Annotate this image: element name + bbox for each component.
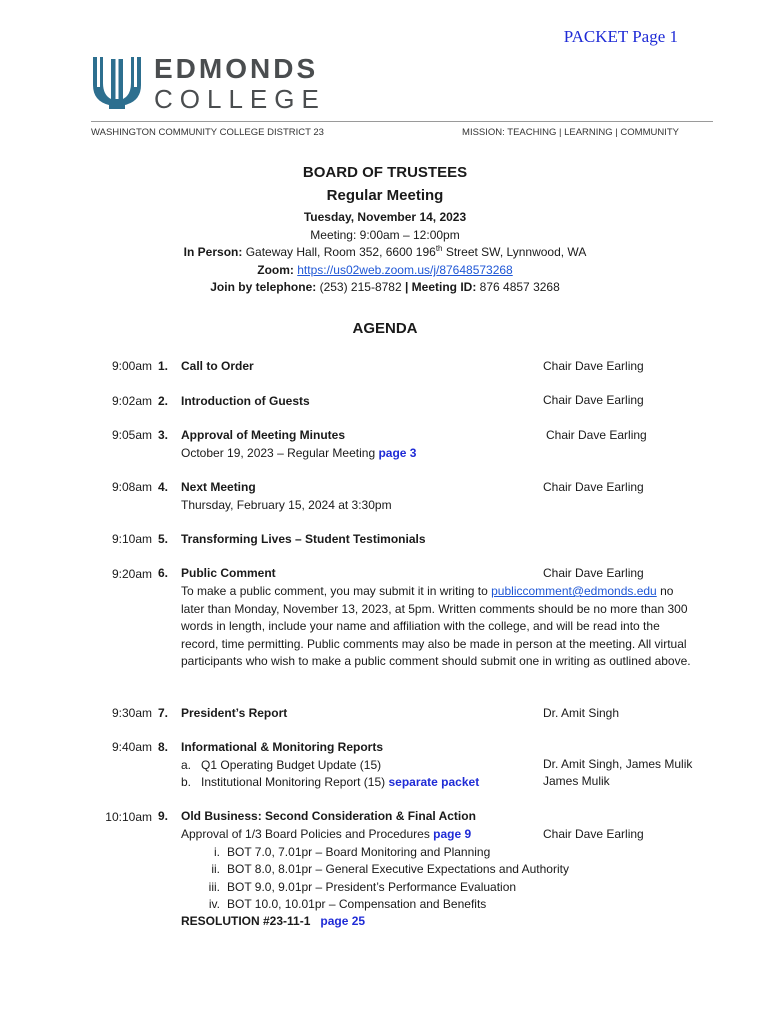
meeting-type: Regular Meeting (326, 187, 444, 204)
page-link[interactable]: page 3 (378, 446, 417, 460)
item-title: Approval of Meeting Minutes (181, 428, 346, 442)
in-person-address-rest: Street SW, Lynnwood, WA (442, 245, 587, 259)
separate-packet-link[interactable]: separate packet (388, 775, 480, 789)
item-presenter: Dr. Amit Singh (543, 706, 620, 720)
item-number: 6. (158, 566, 169, 580)
edmonds-trident-logo-icon (91, 55, 143, 110)
phone-label: Join by telephone: (210, 280, 317, 294)
item-presenter: Chair Dave Earling (543, 359, 644, 373)
in-person-address: Gateway Hall, Room 352, 6600 196 (242, 245, 436, 259)
item-title: Old Business: Second Consideration & Final Action (181, 809, 476, 823)
item-title: Informational & Monitoring Reports (181, 740, 383, 754)
item-presenter: Chair Dave Earling (543, 827, 644, 841)
policy-item: BOT 7.0, 7.01pr – Board Monitoring and Planning (227, 845, 491, 859)
resolution-line (181, 913, 365, 929)
item-number: 4. (158, 480, 169, 494)
comment-instructions: no later than Monday, November 13, 2023, at 5pm. Written comments should be no more than 300 words in length, include your name and affiliation with the college, and will be read into the record, time permitting. Public comments may also be made in person at the meeting. All virtual participants who wish to make a public comment should submit one in writing as outlined above. (181, 584, 691, 668)
logo-wordmark-edmonds: EDMONDS (154, 53, 319, 84)
item-number: 3. (158, 428, 169, 442)
minutes-date: October 19, 2023 – Regular Meeting (181, 446, 379, 460)
in-person-location (0, 244, 770, 260)
item-title: Call to Order (181, 359, 254, 373)
policy-marker: iii. (208, 880, 220, 894)
policy-marker: iv. (208, 897, 220, 911)
meeting-date: Tuesday, November 14, 2023 (303, 210, 467, 224)
sub-item (181, 774, 701, 792)
meeting-id-label: Meeting ID: (408, 280, 477, 294)
sub-item-marker: a. (181, 758, 192, 772)
comment-intro: To make a public comment, you may submit it in writing to (181, 584, 492, 598)
approval-text: Approval of 1/3 Board Policies and Procedures (181, 827, 434, 841)
zoom-label: Zoom: (257, 263, 294, 277)
item-number: 2. (158, 394, 169, 408)
item-number: 7. (158, 706, 169, 720)
logo-wordmark-college: COLLEGE (154, 84, 326, 114)
meeting-time: Meeting: 9:00am – 12:00pm (310, 228, 460, 242)
item-title: President’s Report (181, 706, 288, 720)
ordinal-suffix: th (435, 244, 443, 253)
phone-line (0, 279, 770, 295)
mission-label: MISSION: TEACHING | LEARNING | COMMUNITY (462, 127, 679, 138)
item-title: Next Meeting (181, 480, 256, 494)
item-presenter: Dr. Amit Singh, James Mulik (543, 757, 693, 771)
agenda-heading: AGENDA (352, 320, 418, 337)
policy-item: BOT 8.0, 8.01pr – General Executive Expectations and Authority (227, 862, 569, 876)
item-time: 9:05am (111, 428, 152, 442)
sub-item-text: Q1 Operating Budget Update (15) (201, 758, 382, 772)
item-time: 9:10am (111, 532, 152, 546)
item-title: Public Comment (181, 566, 276, 580)
page-link[interactable]: page 9 (433, 827, 472, 841)
header-divider (91, 121, 713, 122)
in-person-label: In Person: (183, 245, 243, 259)
item-detail: Thursday, February 15, 2024 at 3:30pm (181, 498, 392, 512)
meeting-id: 876 4857 3268 (476, 280, 560, 294)
item-time: 9:08am (111, 480, 152, 494)
phone-separator: | (404, 280, 409, 294)
item-number: 5. (158, 532, 169, 546)
resolution-label: RESOLUTION #23-11-1 (181, 914, 311, 928)
board-title: BOARD OF TRUSTEES (302, 164, 468, 181)
item-time: 9:00am (111, 359, 152, 373)
item-presenter: James Mulik (543, 774, 610, 788)
item-presenter: Chair Dave Earling (546, 428, 647, 442)
policy-marker: i. (214, 845, 220, 859)
phone-number: (253) 215-8782 (316, 280, 405, 294)
packet-page-label: PACKET Page 1 (563, 27, 678, 46)
public-comment-email-link[interactable]: publiccomment@edmonds.edu (491, 584, 657, 598)
item-number: 1. (158, 359, 169, 373)
sub-item-marker: b. (181, 775, 192, 789)
item-time: 9:20am (111, 567, 152, 581)
policy-item: BOT 10.0, 10.01pr – Compensation and Benefits (227, 897, 487, 911)
item-title: Transforming Lives – Student Testimonials (181, 532, 426, 546)
item-time: 9:30am (111, 706, 152, 720)
policy-item: BOT 9.0, 9.01pr – President’s Performance Evaluation (227, 880, 517, 894)
item-presenter: Chair Dave Earling (543, 480, 644, 494)
page-link[interactable]: page 25 (320, 914, 366, 928)
item-number: 9. (158, 809, 169, 823)
item-number: 8. (158, 740, 169, 754)
item-time: 9:40am (111, 740, 152, 754)
item-detail (181, 445, 701, 463)
district-label: WASHINGTON COMMUNITY COLLEGE DISTRICT 23 (91, 127, 324, 138)
zoom-link[interactable]: https://us02web.zoom.us/j/87648573268 (297, 263, 513, 277)
item-title: Introduction of Guests (181, 394, 310, 408)
zoom-line (0, 262, 770, 278)
item-presenter: Chair Dave Earling (543, 566, 644, 580)
item-time: 9:02am (111, 394, 152, 408)
item-time: 10:10am (105, 810, 152, 824)
policy-marker: ii. (211, 862, 220, 876)
sub-item-text: Institutional Monitoring Report (15) (201, 775, 389, 789)
item-presenter: Chair Dave Earling (543, 393, 644, 407)
public-comment-text (181, 583, 693, 671)
